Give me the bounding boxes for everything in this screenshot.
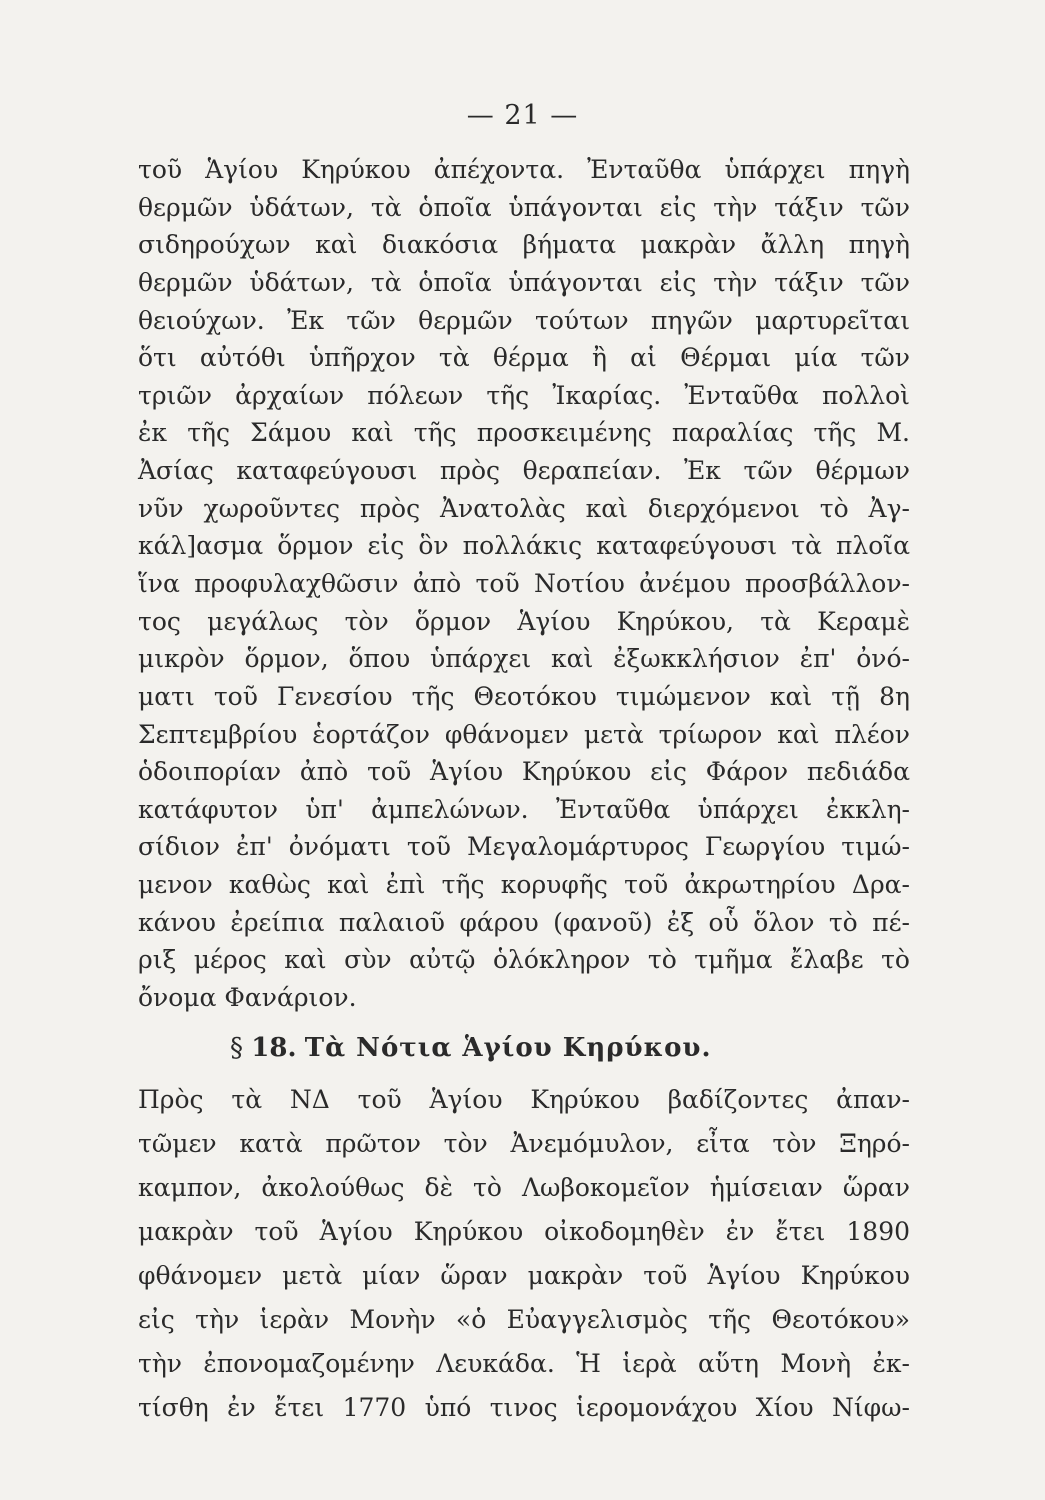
- text-line: ματι τοῦ Γενεσίου τῆς Θεοτόκου τιμώμενον καὶ τῇ 8η: [138, 682, 910, 711]
- text-line: φθάνομεν μετὰ μίαν ὥραν μακρὰν τοῦ Ἁγίου Κηρύκου: [138, 1261, 910, 1290]
- text-line: ἵνα προφυλαχθῶσιν ἀπὸ τοῦ Νοτίου ἀνέμου προσβάλλον-: [138, 569, 910, 598]
- text-line: μενον καθὼς καὶ ἐπὶ τῆς κορυφῆς τοῦ ἀκρωτηρίου Δρα-: [138, 870, 910, 899]
- text-line: θερμῶν ὑδάτων, τὰ ὁποῖα ὑπάγονται εἰς τὴν τάξιν τῶν: [138, 193, 910, 222]
- text-line: σιδηρούχων καὶ διακόσια βήματα μακρὰν ἄλλη πηγὴ: [138, 230, 910, 259]
- text-line: κατάφυτον ὑπ' ἀμπελώνων. Ἐνταῦθα ὑπάρχει ἐκκλη-: [138, 795, 910, 824]
- text-line: μικρὸν ὅρμον, ὅπου ὑπάρχει καὶ ἐξωκκλήσιον ἐπ' ὀνό-: [138, 644, 910, 673]
- text-line: τοῦ Ἁγίου Κηρύκου ἀπέχοντα. Ἐνταῦθα ὑπάρχει πηγὴ: [138, 155, 910, 184]
- text-line: Ἀσίας καταφεύγουσι πρὸς θεραπείαν. Ἐκ τῶν θέρμων: [138, 456, 910, 485]
- section-sign: §: [230, 1033, 243, 1063]
- text-line: μακρὰν τοῦ Ἁγίου Κηρύκου οἰκοδομηθὲν ἐν ἔτει 1890: [138, 1217, 910, 1246]
- text-line: θερμῶν ὑδάτων, τὰ ὁποῖα ὑπάγονται εἰς τὴν τάξιν τῶν: [138, 268, 910, 297]
- text-line: τριῶν ἀρχαίων πόλεων τῆς Ἰκαρίας. Ἐνταῦθα πολλοὶ: [138, 381, 910, 410]
- text-line: τίσθη ἐν ἔτει 1770 ὑπό τινος ἱερομονάχου Χίου Νίφω-: [138, 1393, 910, 1422]
- text-line: ὅτι αὐτόθι ὑπῆρχον τὰ θέρμα ἢ αἱ Θέρμαι μία τῶν: [138, 343, 910, 372]
- text-line: κάλ]ασμα ὅρμον εἰς ὃν πολλάκις καταφεύγουσι τὰ πλοῖα: [138, 531, 910, 560]
- section-title: Τὰ Νότια Ἁγίου Κηρύκου.: [304, 1033, 712, 1063]
- text-line: κάνου ἐρείπια παλαιοῦ φάρου (φανοῦ) ἐξ οὗ ὅλον τὸ πέ-: [138, 908, 910, 937]
- text-line: σίδιον ἐπ' ὀνόματι τοῦ Μεγαλομάρτυρος Γεωργίου τιμώ-: [138, 832, 910, 861]
- page-number: — 21 —: [466, 100, 579, 131]
- section-heading: [230, 1028, 830, 1068]
- text-line: ἐκ τῆς Σάμου καὶ τῆς προσκειμένης παραλίας τῆς Μ.: [138, 418, 910, 447]
- text-line: ὁδοιπορίαν ἀπὸ τοῦ Ἁγίου Κηρύκου εἰς Φάρον πεδιάδα: [138, 757, 910, 786]
- text-line: ὄνομα Φανάριον.: [138, 983, 357, 1012]
- text-line: εἰς τὴν ἱερὰν Μονὴν «ὁ Εὐαγγελισμὸς τῆς Θεοτόκου»: [138, 1305, 910, 1334]
- text-line: καμπον, ἀκολούθως δὲ τὸ Λωβοκομεῖον ἡμίσειαν ὥραν: [138, 1173, 910, 1202]
- text-line: ριξ μέρος καὶ σὺν αὐτῷ ὁλόκληρον τὸ τμῆμα ἔλαβε τὸ: [138, 945, 910, 974]
- text-line: θειούχων. Ἐκ τῶν θερμῶν τούτων πηγῶν μαρτυρεῖται: [138, 306, 910, 335]
- text-line: Σεπτεμβρίου ἑορτάζον φθάνομεν μετὰ τρίωρον καὶ πλέον: [138, 720, 910, 749]
- section-number: 18.: [251, 1033, 297, 1063]
- text-line: Πρὸς τὰ ΝΔ τοῦ Ἁγίου Κηρύκου βαδίζοντες ἀπαν-: [138, 1085, 910, 1114]
- text-line: τὴν ἐπονομαζομένην Λευκάδα. Ἡ ἱερὰ αὕτη Μονὴ ἐκ-: [138, 1349, 910, 1378]
- text-line: τος μεγάλως τὸν ὅρμον Ἁγίου Κηρύκου, τὰ Κεραμὲ: [138, 607, 910, 636]
- text-line: τῶμεν κατὰ πρῶτον τὸν Ἀνεμόμυλον, εἶτα τὸν Ξηρό-: [138, 1129, 910, 1158]
- text-line: νῦν χωροῦντες πρὸς Ἀνατολὰς καὶ διερχόμενοι τὸ Ἀγ-: [138, 494, 910, 523]
